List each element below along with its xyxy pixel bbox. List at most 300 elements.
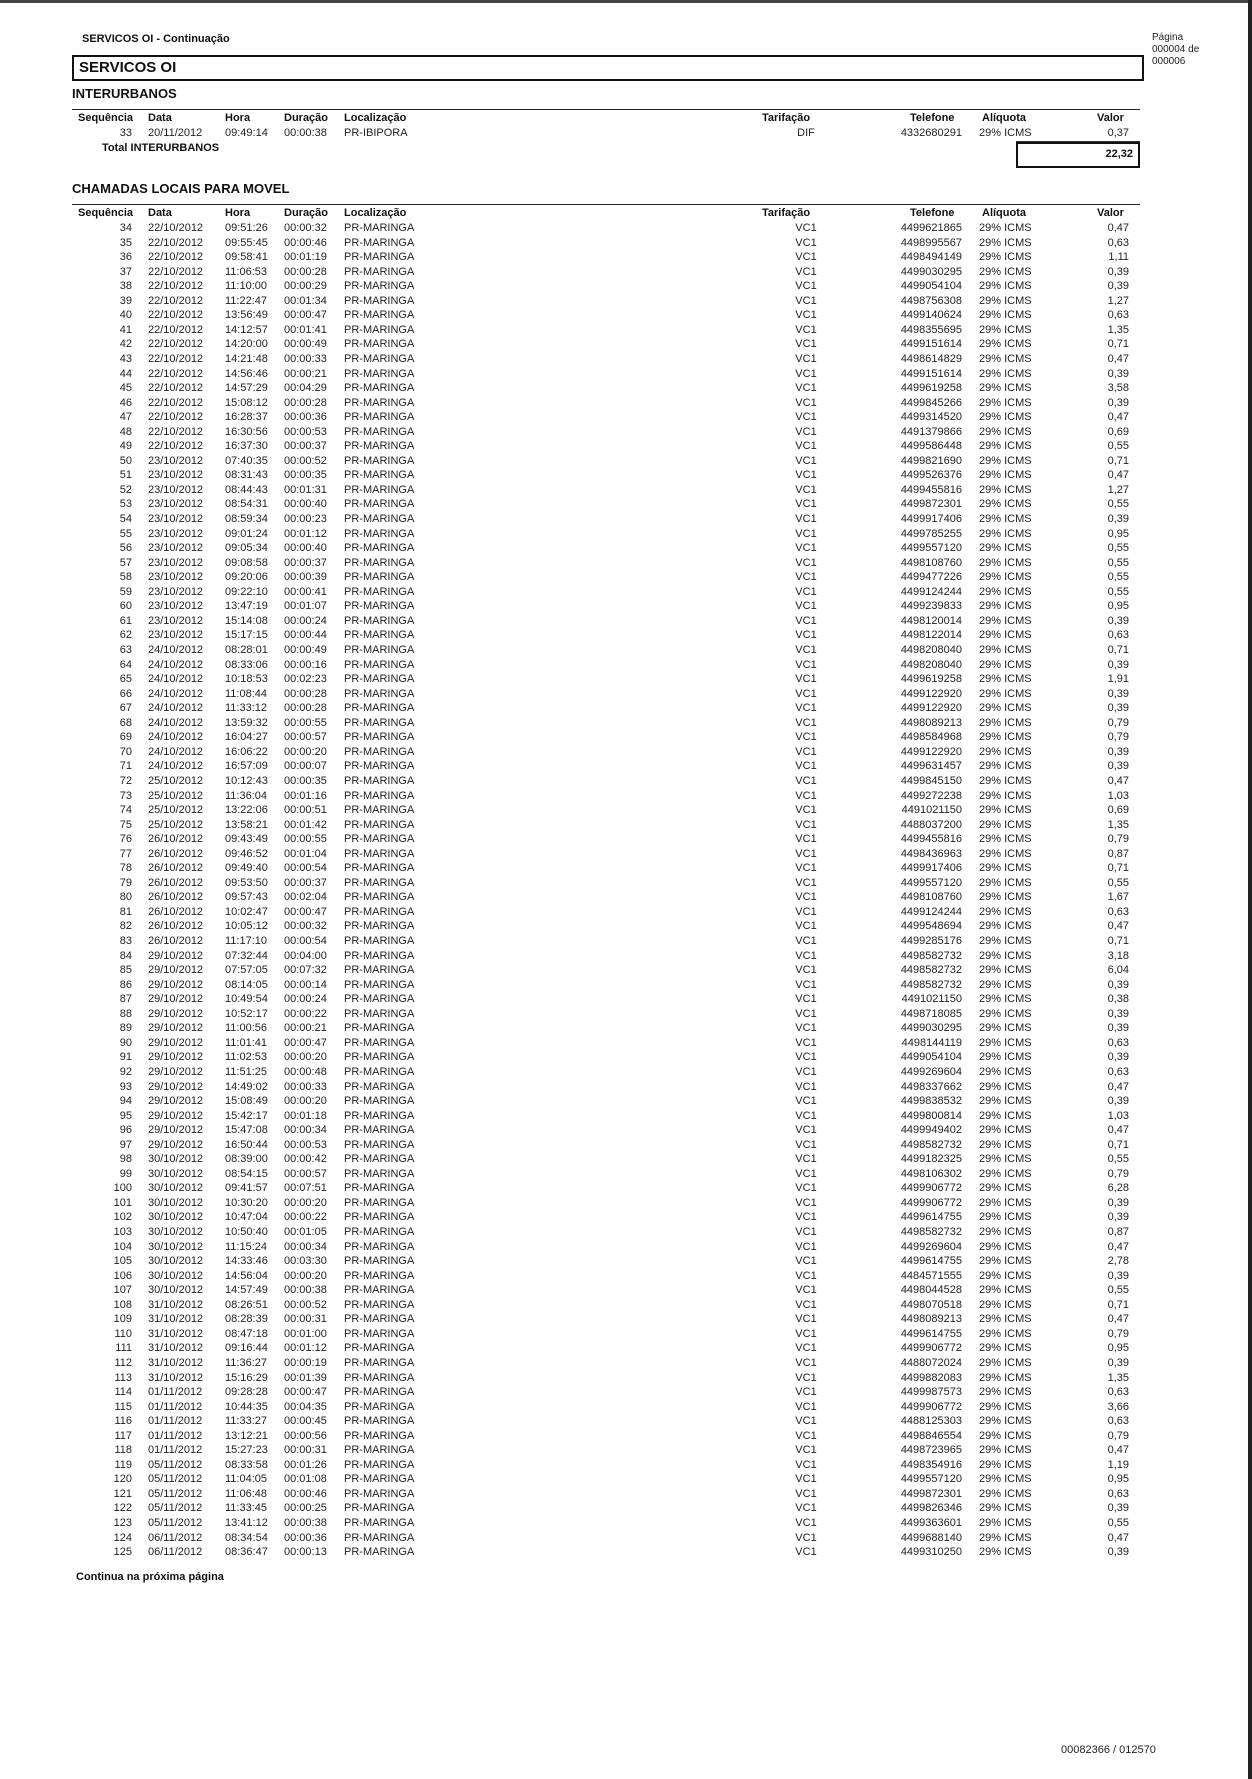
cell-localizacao: PR-MARINGA: [344, 1051, 415, 1064]
cell-aliquota: 29% ICMS: [979, 1095, 1032, 1107]
cell-seq: 101: [113, 1196, 132, 1209]
cell-localizacao: PR-MARINGA: [344, 1007, 415, 1020]
cell-hora: 13:59:32: [225, 716, 268, 729]
cell-tarifacao: VC1: [795, 1284, 817, 1297]
cell-aliquota: 29% ICMS: [979, 1327, 1032, 1340]
cell-duracao: 00:00:57: [284, 1167, 327, 1180]
cell-hora: 08:44:43: [225, 483, 268, 496]
table-row: [0, 1283, 1252, 1298]
cell-duracao: 00:00:38: [284, 127, 327, 139]
cell-tarifacao: VC1: [795, 687, 817, 700]
cell-hora: 08:26:51: [225, 1298, 268, 1311]
cell-aliquota: 29% ICMS: [979, 818, 1032, 831]
page-label: Página: [1152, 32, 1184, 43]
cell-seq: 70: [119, 745, 132, 758]
cell-telefone: 4499269604: [900, 1065, 962, 1078]
cell-aliquota: 29% ICMS: [979, 1138, 1032, 1151]
cell-hora: 14:56:46: [225, 367, 268, 380]
cell-data: 24/10/2012: [148, 644, 204, 656]
cell-hora: 08:14:05: [225, 978, 268, 991]
cell-tarifacao: VC1: [795, 251, 817, 264]
cell-duracao: 00:01:26: [284, 1458, 327, 1471]
cell-valor: 0,39: [1107, 1095, 1129, 1107]
cell-localizacao: PR-MARINGA: [344, 862, 415, 875]
cell-aliquota: 29% ICMS: [979, 774, 1032, 787]
cell-seq: 68: [119, 716, 132, 729]
cell-telefone: 4498208040: [900, 644, 962, 656]
cell-data: 26/10/2012: [148, 891, 204, 904]
cell-hora: 11:36:27: [225, 1356, 268, 1369]
cell-duracao: 00:00:20: [284, 1269, 327, 1282]
table-row: [0, 265, 1252, 280]
cell-tarifacao: VC1: [795, 1356, 817, 1369]
cell-duracao: 00:01:39: [284, 1371, 327, 1384]
cell-valor: 0,71: [1107, 1298, 1129, 1311]
interurbanos-total-label: Total INTERURBANOS: [102, 142, 220, 154]
col-valor: Valor: [1097, 207, 1124, 219]
cell-telefone: 4499526376: [900, 469, 962, 482]
cell-tarifacao: VC1: [795, 411, 817, 424]
table-row: [0, 1269, 1252, 1284]
cell-aliquota: 29% ICMS: [979, 1269, 1032, 1282]
cell-hora: 11:08:44: [225, 687, 268, 700]
cell-tarifacao: VC1: [795, 1095, 817, 1107]
cell-seq: 90: [119, 1036, 132, 1049]
cell-tarifacao: VC1: [795, 716, 817, 729]
cell-tarifacao: VC1: [795, 1022, 817, 1035]
cell-tarifacao: VC1: [795, 1196, 817, 1209]
table-row: [0, 381, 1252, 396]
cell-hora: 08:34:54: [225, 1531, 268, 1544]
cell-telefone: 4499030295: [900, 1022, 962, 1035]
table-row: [0, 308, 1252, 323]
table-row: [0, 1167, 1252, 1182]
cell-aliquota: 29% ICMS: [979, 891, 1032, 904]
cell-data: 23/10/2012: [148, 571, 204, 584]
cell-localizacao: PR-MARINGA: [344, 1502, 415, 1515]
cell-valor: 0,71: [1107, 935, 1129, 947]
cell-valor: 1,91: [1107, 673, 1129, 685]
cell-tarifacao: VC1: [795, 222, 817, 234]
cell-duracao: 00:01:12: [284, 1342, 327, 1355]
cell-localizacao: PR-MARINGA: [344, 949, 415, 962]
cell-duracao: 00:04:00: [284, 949, 327, 962]
cell-telefone: 4499477226: [900, 571, 962, 584]
cell-valor: 0,55: [1107, 876, 1129, 889]
table-row: [0, 992, 1252, 1007]
cell-duracao: 00:00:24: [284, 993, 327, 1006]
cell-tarifacao: VC1: [795, 556, 817, 569]
cell-duracao: 00:00:21: [284, 367, 327, 380]
cell-seq: 53: [119, 498, 132, 511]
cell-hora: 09:49:40: [225, 862, 268, 875]
table-row: [0, 701, 1252, 716]
cell-valor: 0,55: [1107, 1153, 1129, 1166]
cell-tarifacao: VC1: [795, 382, 817, 395]
table-row: [0, 585, 1252, 600]
cell-seq: 49: [119, 440, 132, 453]
cell-valor: 0,39: [1107, 367, 1129, 380]
cell-tarifacao: VC1: [795, 367, 817, 380]
cell-seq: 104: [113, 1240, 132, 1253]
cell-tarifacao: VC1: [795, 1124, 817, 1137]
cell-valor: 0,39: [1107, 687, 1129, 700]
cell-aliquota: 29% ICMS: [979, 1356, 1032, 1369]
cell-tarifacao: VC1: [795, 1473, 817, 1486]
cell-data: 29/10/2012: [148, 1007, 204, 1020]
cell-localizacao: PR-MARINGA: [344, 1458, 415, 1471]
cell-localizacao: PR-MARINGA: [344, 1211, 415, 1224]
cell-valor: 0,95: [1107, 1342, 1129, 1355]
cell-telefone: 4498108760: [900, 556, 962, 569]
cell-data: 24/10/2012: [148, 702, 204, 715]
cell-localizacao: PR-MARINGA: [344, 876, 415, 889]
cell-data: 29/10/2012: [148, 1095, 204, 1107]
cell-telefone: 4498582732: [900, 978, 962, 991]
cell-hora: 09:08:58: [225, 556, 268, 569]
cell-seq: 109: [113, 1313, 132, 1326]
cell-aliquota: 29% ICMS: [979, 1458, 1032, 1471]
cell-aliquota: 29% ICMS: [979, 1473, 1032, 1486]
cell-seq: 118: [114, 1444, 132, 1457]
cell-duracao: 00:01:31: [284, 483, 327, 496]
cell-valor: 1,35: [1107, 1371, 1129, 1384]
cell-valor: 0,39: [1107, 614, 1129, 627]
cell-aliquota: 29% ICMS: [979, 1124, 1032, 1137]
cell-duracao: 00:00:23: [284, 513, 327, 525]
cell-valor: 0,47: [1107, 222, 1129, 234]
cell-valor: 1,27: [1107, 483, 1129, 496]
cell-seq: 85: [119, 964, 132, 977]
table-row: [0, 556, 1252, 571]
cell-valor: 0,39: [1107, 1546, 1129, 1558]
cell-localizacao: PR-MARINGA: [344, 1429, 415, 1442]
cell-valor: 1,11: [1108, 251, 1129, 264]
cell-hora: 11:17:10: [225, 935, 268, 947]
table-row: [0, 1050, 1252, 1065]
table-row: [0, 454, 1252, 469]
cell-aliquota: 29% ICMS: [979, 1444, 1032, 1457]
cell-telefone: 4498044528: [900, 1284, 962, 1297]
cell-aliquota: 29% ICMS: [979, 1255, 1032, 1267]
cell-valor: 0,63: [1107, 1487, 1129, 1500]
cell-hora: 13:41:12: [225, 1517, 268, 1529]
page-total: 000006: [1152, 56, 1186, 67]
table-row: [0, 1210, 1252, 1225]
cell-hora: 09:53:50: [225, 876, 268, 889]
interurbanos-total-value: 22,32: [1105, 148, 1133, 160]
cell-duracao: 00:01:18: [284, 1109, 327, 1122]
cell-telefone: 4499906772: [900, 1342, 962, 1355]
cell-hora: 10:47:04: [225, 1211, 268, 1224]
cell-tarifacao: VC1: [795, 614, 817, 627]
cell-seq: 41: [119, 323, 132, 336]
cell-seq: 81: [119, 905, 132, 918]
cell-hora: 13:12:21: [225, 1429, 268, 1442]
cell-seq: 51: [119, 469, 132, 482]
cell-localizacao: PR-MARINGA: [344, 716, 415, 729]
cell-tarifacao: VC1: [795, 905, 817, 918]
cell-tarifacao: VC1: [795, 1226, 817, 1238]
cell-aliquota: 29% ICMS: [979, 687, 1032, 700]
cell-data: 01/11/2012: [148, 1415, 203, 1428]
cell-hora: 08:31:43: [225, 469, 268, 482]
cell-valor: 1,35: [1107, 818, 1129, 831]
cell-telefone: 4498584968: [900, 731, 962, 744]
cell-tarifacao: VC1: [795, 396, 817, 409]
cell-localizacao: PR-MARINGA: [344, 1342, 415, 1355]
cell-data: 30/10/2012: [148, 1226, 204, 1238]
cell-seq: 57: [119, 556, 132, 569]
cell-localizacao: PR-MARINGA: [344, 1196, 415, 1209]
cell-tarifacao: DIF: [797, 127, 815, 139]
cell-localizacao: PR-IBIPORA: [344, 127, 408, 139]
table-row: [0, 949, 1252, 964]
cell-seq: 66: [119, 687, 132, 700]
cell-seq: 79: [119, 876, 132, 889]
cell-telefone: 4499557120: [900, 542, 962, 555]
col-telefone: Telefone: [910, 207, 955, 219]
cell-tarifacao: VC1: [795, 1211, 817, 1224]
cell-valor: 1,19: [1107, 1458, 1129, 1471]
cell-tarifacao: VC1: [795, 1371, 817, 1384]
cell-valor: 0,63: [1107, 905, 1129, 918]
cell-localizacao: PR-MARINGA: [344, 1546, 415, 1558]
cell-data: 23/10/2012: [148, 527, 204, 540]
table-row: [0, 934, 1252, 949]
cell-tarifacao: VC1: [795, 1415, 817, 1428]
cell-telefone: 4499838532: [900, 1095, 962, 1107]
table-row: [0, 978, 1252, 993]
cell-duracao: 00:00:53: [284, 425, 327, 438]
cell-aliquota: 29% ICMS: [979, 731, 1032, 744]
cell-localizacao: PR-MARINGA: [344, 1167, 415, 1180]
cell-telefone: 4498846554: [900, 1429, 962, 1442]
cell-seq: 112: [114, 1356, 132, 1369]
cell-localizacao: PR-MARINGA: [344, 993, 415, 1006]
cell-duracao: 00:00:55: [284, 716, 327, 729]
cell-valor: 1,35: [1107, 323, 1129, 336]
cell-seq: 38: [119, 280, 132, 293]
cell-seq: 100: [113, 1182, 132, 1195]
cell-duracao: 00:00:49: [284, 338, 327, 351]
cell-data: 24/10/2012: [148, 673, 204, 685]
cell-data: 06/11/2012: [148, 1531, 203, 1544]
cell-telefone: 4499800814: [900, 1109, 962, 1122]
cell-tarifacao: VC1: [795, 527, 817, 540]
cell-seq: 92: [119, 1065, 132, 1078]
cell-tarifacao: VC1: [795, 629, 817, 642]
cell-aliquota: 29% ICMS: [979, 760, 1032, 773]
cell-data: 22/10/2012: [148, 265, 204, 278]
main-title-box: [72, 55, 1144, 81]
cell-valor: 0,95: [1107, 1473, 1129, 1486]
cell-localizacao: PR-MARINGA: [344, 1022, 415, 1035]
cell-tarifacao: VC1: [795, 1502, 817, 1515]
cell-telefone: 4498582732: [900, 1226, 962, 1238]
cell-valor: 0,55: [1107, 1284, 1129, 1297]
cell-telefone: 4499906772: [900, 1182, 962, 1195]
cell-tarifacao: VC1: [795, 760, 817, 773]
table-row: [0, 1225, 1252, 1240]
cell-data: 31/10/2012: [148, 1298, 204, 1311]
cell-duracao: 00:00:38: [284, 1517, 327, 1529]
cell-localizacao: PR-MARINGA: [344, 658, 415, 671]
table-row: [0, 1501, 1252, 1516]
cell-aliquota: 29% ICMS: [979, 1546, 1032, 1558]
cell-localizacao: PR-MARINGA: [344, 1356, 415, 1369]
cell-aliquota: 29% ICMS: [979, 949, 1032, 962]
cell-aliquota: 29% ICMS: [979, 542, 1032, 555]
cell-telefone: 4499557120: [900, 876, 962, 889]
cell-localizacao: PR-MARINGA: [344, 1138, 415, 1151]
cell-telefone: 4491021150: [901, 804, 962, 816]
cell-tarifacao: VC1: [795, 745, 817, 758]
cell-data: 26/10/2012: [148, 905, 204, 918]
cell-valor: 0,39: [1107, 1211, 1129, 1224]
cell-seq: 52: [119, 483, 132, 496]
cell-tarifacao: VC1: [795, 1313, 817, 1326]
cell-localizacao: PR-MARINGA: [344, 1240, 415, 1253]
cell-hora: 11:10:00: [225, 280, 268, 293]
cell-seq: 60: [119, 600, 132, 613]
cell-tarifacao: VC1: [795, 1487, 817, 1500]
cell-tarifacao: VC1: [795, 280, 817, 293]
cell-valor: 0,47: [1107, 1240, 1129, 1253]
table-row: [0, 483, 1252, 498]
cell-telefone: 4484571555: [900, 1269, 962, 1282]
cell-data: 29/10/2012: [148, 1036, 204, 1049]
table-row: [0, 1080, 1252, 1095]
cell-telefone: 4499122920: [900, 687, 962, 700]
cell-valor: 0,47: [1107, 1313, 1129, 1326]
cell-duracao: 00:00:24: [284, 614, 327, 627]
table-row: [0, 1516, 1252, 1531]
cell-hora: 13:22:06: [225, 804, 268, 816]
cell-localizacao: PR-MARINGA: [344, 236, 415, 249]
cell-data: 30/10/2012: [148, 1196, 204, 1209]
cell-valor: 6,04: [1107, 964, 1129, 977]
cell-data: 22/10/2012: [148, 353, 204, 365]
cell-data: 23/10/2012: [148, 542, 204, 555]
table-row: [0, 1458, 1252, 1473]
cell-data: 05/11/2012: [148, 1473, 203, 1486]
cell-telefone: 4488125303: [900, 1415, 962, 1428]
document-number: 00082366 / 012570: [1061, 1744, 1156, 1756]
cell-duracao: 00:00:28: [284, 265, 327, 278]
cell-seq: 93: [119, 1080, 132, 1093]
table-row: [0, 1065, 1252, 1080]
cell-tarifacao: VC1: [795, 1269, 817, 1282]
cell-hora: 08:39:00: [225, 1153, 268, 1166]
cell-data: 24/10/2012: [148, 731, 204, 744]
cell-telefone: 4499906772: [900, 1400, 962, 1413]
cell-duracao: 00:01:08: [284, 1473, 327, 1486]
cell-localizacao: PR-MARINGA: [344, 1517, 415, 1529]
cell-aliquota: 29% ICMS: [979, 309, 1032, 322]
cell-telefone: 4499557120: [900, 1473, 962, 1486]
cell-seq: 67: [119, 702, 132, 715]
cell-seq: 47: [119, 411, 132, 424]
locais-rule: [72, 204, 1140, 205]
cell-tarifacao: VC1: [795, 1400, 817, 1413]
cell-hora: 10:49:54: [225, 993, 268, 1006]
cell-tarifacao: VC1: [795, 1444, 817, 1457]
cell-telefone: 4498494149: [900, 251, 962, 264]
cell-localizacao: PR-MARINGA: [344, 673, 415, 685]
table-row: [0, 1327, 1252, 1342]
cell-aliquota: 29% ICMS: [979, 1153, 1032, 1166]
cell-telefone: 4498120014: [900, 614, 962, 627]
cell-seq: 61: [119, 614, 132, 627]
cell-seq: 124: [113, 1531, 132, 1544]
cell-hora: 11:33:27: [225, 1415, 268, 1428]
cell-telefone: 4498122014: [900, 629, 962, 642]
col-hora: Hora: [225, 112, 251, 124]
cell-valor: 0,79: [1107, 1167, 1129, 1180]
col-tarifacao: Tarifação: [762, 207, 811, 219]
cell-localizacao: PR-MARINGA: [344, 1444, 415, 1457]
cell-hora: 16:37:30: [225, 440, 268, 453]
table-row: [0, 1036, 1252, 1051]
cell-localizacao: PR-MARINGA: [344, 629, 415, 642]
cell-hora: 09:20:06: [225, 571, 268, 584]
cell-hora: 09:41:57: [225, 1182, 268, 1195]
cell-tarifacao: VC1: [795, 1429, 817, 1442]
cell-seq: 76: [119, 833, 132, 846]
cell-seq: 125: [113, 1546, 132, 1558]
cell-telefone: 4499845266: [900, 396, 962, 409]
cell-telefone: 4498070518: [900, 1298, 962, 1311]
cell-tarifacao: VC1: [795, 673, 817, 685]
cell-localizacao: PR-MARINGA: [344, 251, 415, 264]
cell-localizacao: PR-MARINGA: [344, 1415, 415, 1428]
cell-duracao: 00:03:30: [284, 1255, 327, 1267]
cell-data: 23/10/2012: [148, 454, 204, 467]
cell-localizacao: PR-MARINGA: [344, 1065, 415, 1078]
cell-aliquota: 29% ICMS: [979, 1051, 1032, 1064]
cell-aliquota: 29% ICMS: [979, 1487, 1032, 1500]
cell-localizacao: PR-MARINGA: [344, 265, 415, 278]
page-value: 000004 de: [1152, 44, 1200, 55]
cell-duracao: 00:00:35: [284, 469, 327, 482]
cell-valor: 0,39: [1107, 1356, 1129, 1369]
cell-aliquota: 29% ICMS: [979, 745, 1032, 758]
cell-data: 23/10/2012: [148, 498, 204, 511]
cell-localizacao: PR-MARINGA: [344, 367, 415, 380]
cell-duracao: 00:00:21: [284, 1022, 327, 1035]
cell-data: 01/11/2012: [148, 1429, 203, 1442]
cell-aliquota: 29% ICMS: [979, 396, 1032, 409]
cell-duracao: 00:00:45: [284, 1415, 327, 1428]
cell-aliquota: 29% ICMS: [979, 1531, 1032, 1544]
cell-valor: 0,39: [1107, 1196, 1129, 1209]
cell-telefone: 4498354916: [900, 1458, 962, 1471]
cell-hora: 08:54:31: [225, 498, 268, 511]
cell-localizacao: PR-MARINGA: [344, 614, 415, 627]
cell-valor: 0,47: [1107, 774, 1129, 787]
cell-data: 29/10/2012: [148, 1051, 204, 1064]
table-row: [0, 1196, 1252, 1211]
cell-data: 23/10/2012: [148, 614, 204, 627]
cell-duracao: 00:01:07: [284, 600, 327, 613]
cell-data: 29/10/2012: [148, 1080, 204, 1093]
table-row: [0, 730, 1252, 745]
cell-localizacao: PR-MARINGA: [344, 1153, 415, 1166]
cell-duracao: 00:00:19: [284, 1356, 327, 1369]
table-row: [0, 1298, 1252, 1313]
cell-aliquota: 29% ICMS: [979, 716, 1032, 729]
